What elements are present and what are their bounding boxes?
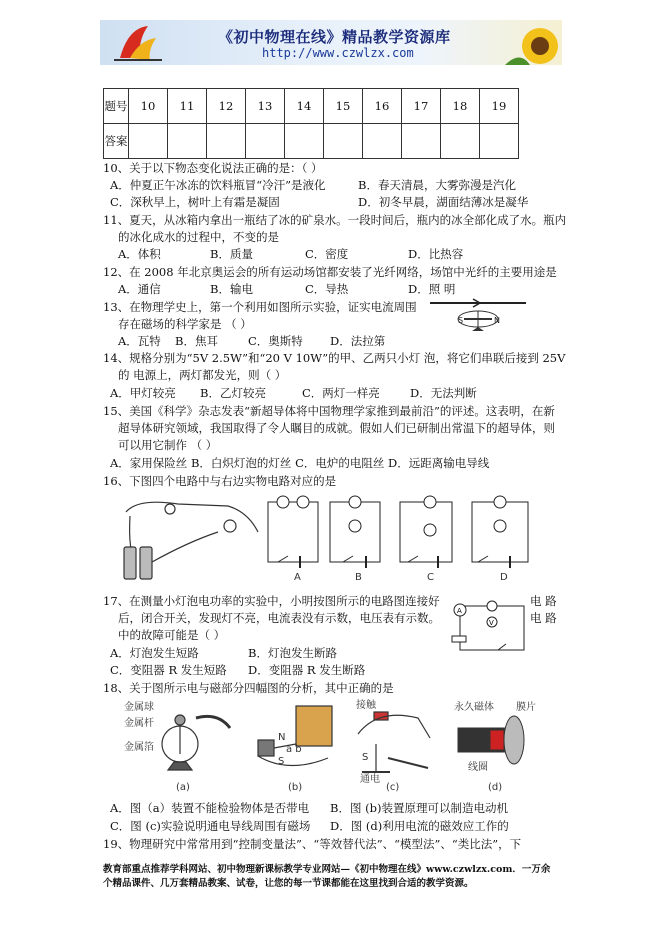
q11-option-c: C．密度 (305, 247, 349, 261)
q13-option-b: B．焦耳 (175, 334, 218, 348)
q14-option-a: A．甲灯较亮 (110, 386, 176, 400)
q17-line1: 17、在测量小灯泡电功率的实验中，小明按图所示的电路图连接好 (103, 594, 440, 608)
q13-line1: 13、在物理学史上，第一个利用如图所示实验，证实电流周围 (103, 300, 417, 314)
table-cell: 11 (168, 89, 207, 124)
answer-cell[interactable] (324, 124, 363, 159)
q17-line3: 中的故障可能是（ ） (118, 628, 226, 642)
q17-option-a: A．灯泡发生短路 (110, 646, 199, 660)
fig-d-label-diaphragm: 膜片 (516, 702, 536, 713)
q19-line1: 19、物理研究中常常用到“控制变量法”、“等效替代法”、“模型法”、“类比法”，下 (103, 837, 522, 851)
table-cell: 15 (324, 89, 363, 124)
circuit-label-a: A (294, 572, 301, 583)
fig-b-label-n: N (278, 732, 286, 743)
answer-cell[interactable] (441, 124, 480, 159)
q10-option-a: A．仲夏正午冰冻的饮料瓶冒“冷汗”是液化 (110, 178, 326, 192)
header-banner (100, 20, 562, 65)
fig-d-label-coil: 线圈 (468, 762, 488, 773)
q12-option-d: D．照 明 (408, 282, 456, 296)
sunflower-icon (505, 28, 558, 65)
oersted-experiment-figure (428, 295, 530, 339)
answer-table (103, 88, 519, 159)
q12-option-c: C．导热 (305, 282, 349, 296)
q17-side1: 电 路 (530, 594, 557, 608)
q18-figures (118, 698, 558, 794)
answer-cell[interactable] (207, 124, 246, 159)
answer-cell[interactable] (285, 124, 324, 159)
q11-option-a: A．体积 (118, 247, 161, 261)
fig-caption-d: (d) (488, 782, 503, 793)
q15-line2: 超导体研究领域，我国取得了令人瞩目的成就。假如人们已研制出常温下的超导体，则 (118, 421, 555, 435)
q14-line2: 的 电源上，两灯都发光，则（ ） (118, 368, 287, 382)
fig-a-label-rod: 金属杆 (124, 718, 154, 729)
table-cell: 12 (207, 89, 246, 124)
q18-option-d: D．图 (d)利用电流的磁效应工作的 (330, 819, 509, 833)
table-cell: 14 (285, 89, 324, 124)
answer-cell[interactable] (168, 124, 207, 159)
q12-option-b: B．输电 (210, 282, 253, 296)
q17-option-c: C．变阻器 R 发生短路 (110, 663, 227, 677)
circuit-label-b: B (355, 572, 362, 583)
q12-stem: 12、在 2008 年北京奥运会的所有运动场馆都安装了光纤网络，场馆中光纤的主要用途是 (103, 265, 557, 279)
row-label-number: 题号 (104, 89, 129, 124)
answer-cell[interactable] (480, 124, 519, 159)
q13-option-c: C．奥斯特 (248, 334, 303, 348)
table-cell: 19 (480, 89, 519, 124)
table-cell: 16 (363, 89, 402, 124)
q10-stem: 10、关于以下物态变化说法正确的是：（ ） (103, 161, 323, 175)
fig-b-label-s: S (278, 756, 285, 767)
answer-cell[interactable] (129, 124, 168, 159)
q14-option-b: B．乙灯较亮 (200, 386, 266, 400)
q11-option-d: D．比热容 (408, 247, 464, 261)
fig-b-label-ab: a b (286, 744, 302, 755)
banner-url[interactable]: http://www.czwlzx.com (262, 46, 414, 60)
fig-caption-b: (b) (288, 782, 303, 793)
q18-option-a: A．图（a）装置不能检验物体是否带电 (110, 801, 310, 815)
fig-caption-c: (c) (386, 782, 400, 793)
q13-option-d: D．法拉第 (330, 334, 386, 348)
q18-option-c: C．图 (c)实验说明通电导线周围有磁场 (110, 819, 311, 833)
fig-c-label-s: S (362, 752, 369, 763)
table-row (104, 124, 519, 159)
banner-title: 《初中物理在线》精品教学资源库 (218, 28, 451, 46)
fig-a-label-foil: 金属箔 (124, 742, 154, 753)
svg-text:V: V (489, 619, 494, 627)
q11-line1: 11、夏天，从冰箱内拿出一瓶结了冰的矿泉水。一段时间后，瓶内的冰全部化成了水。瓶内 (103, 213, 567, 227)
fig-c-label-contact: 接触 (356, 700, 376, 711)
fig-caption-a: (a) (176, 782, 190, 793)
svg-text:S: S (458, 316, 464, 325)
q18-stem: 18、关于图所示电与磁部分四幅图的分析，其中正确的是 (103, 681, 394, 695)
fig-c-label-power: 通电 (360, 774, 380, 785)
q14-option-c: C．两灯一样亮 (302, 386, 380, 400)
q12-option-a: A．通信 (118, 282, 161, 296)
q18-option-b: B．图 (b)装置原理可以制造电动机 (330, 801, 508, 815)
table-cell: 10 (129, 89, 168, 124)
footer-line2: 个精品课件、几万套精品教案、试卷，让您的每一节课都能在这里找到合适的教学资源。 (103, 878, 474, 889)
q11-line2: 的冰化成水的过程中，不变的是 (118, 230, 279, 244)
fig-a-label-ball: 金属球 (124, 702, 154, 713)
q15-options: A．家用保险丝 B．白炽灯泡的灯丝 C．电炉的电阻丝 D．远距离输电导线 (110, 456, 490, 470)
q14-option-d: D．无法判断 (410, 386, 477, 400)
q11-option-b: B．质量 (210, 247, 253, 261)
q13-line2: 存在磁场的科学家是 （ ） (118, 317, 252, 331)
q17-circuit-figure (448, 596, 528, 654)
svg-text:A: A (457, 607, 462, 615)
q16-circuits-figure (118, 492, 538, 584)
q10-option-d: D．初冬早晨，湖面结薄冰是凝华 (358, 195, 529, 209)
table-cell: 13 (246, 89, 285, 124)
q13-option-a: A．瓦特 (118, 334, 161, 348)
q17-option-b: B．灯泡发生断路 (248, 646, 337, 660)
table-row (104, 89, 519, 124)
q16-stem: 16、下图四个电路中与右边实物电路对应的是 (103, 474, 337, 488)
q10-option-b: B．春天清晨，大雾弥漫是汽化 (358, 178, 516, 192)
q14-line1: 14、规格分别为“5V 2.5W”和“20 V 10W”的甲、乙两只小灯 泡，将它们串联后接到 25V (103, 351, 566, 365)
row-label-answer: 答案 (104, 124, 129, 159)
circuit-label-c: C (427, 572, 434, 583)
q17-option-d: D．变阻器 R 发生断路 (248, 663, 366, 677)
q10-option-c: C．深秋早上，树叶上有霜是凝固 (110, 195, 280, 209)
table-cell: 17 (402, 89, 441, 124)
footer-line1: 教育部重点推荐学科网站、初中物理新课标教学专业网站—《初中物理在线》www.czwlzx.com．一万余 (103, 864, 551, 875)
q15-line3: 可以用它制作 （ ） (118, 438, 218, 452)
q17-side2: 电 路 (530, 611, 557, 625)
site-logo-icon (114, 26, 162, 60)
circuit-label-d: D (500, 572, 508, 583)
answer-cell[interactable] (402, 124, 441, 159)
table-cell: 18 (441, 89, 480, 124)
q15-line1: 15、美国《科学》杂志发表“新超导体将中国物理学家推到最前沿”的评述。这表明，在新 (103, 404, 555, 418)
answer-cell[interactable] (246, 124, 285, 159)
fig-d-label-magnet: 永久磁体 (454, 702, 494, 713)
svg-text:N: N (494, 316, 500, 325)
answer-cell[interactable] (363, 124, 402, 159)
q17-line2: 后，闭合开关，发现灯不亮，电流表没有示数，电压表有示数。 (118, 611, 440, 625)
